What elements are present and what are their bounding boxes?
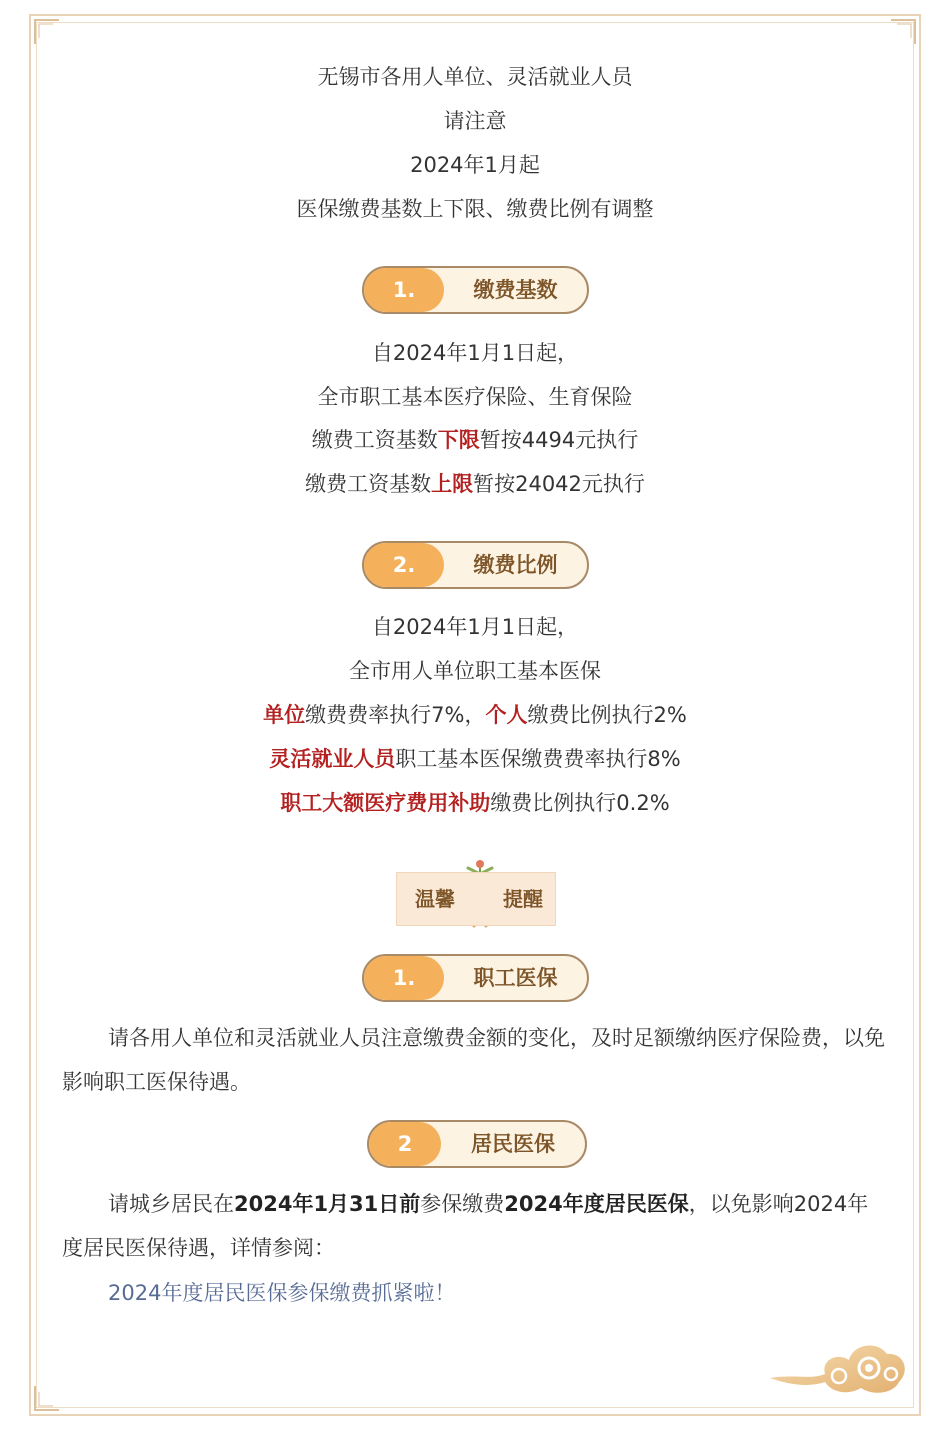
ratio-line: 全市用人单位职工基本医保 <box>349 659 601 683</box>
text-span: 暂按4494元执行 <box>479 428 639 452</box>
highlight-unit: 单位 <box>263 703 306 727</box>
text-span: 缴费工资基数 <box>311 428 438 452</box>
ratio-flexible-line <box>62 744 888 774</box>
highlight-flexible: 灵活就业人员 <box>269 747 396 771</box>
intro-line: 2024年1月起 <box>410 153 540 177</box>
base-lower-limit-line <box>62 425 888 455</box>
text-span: ，以免影响2024年度居民医保待遇，详情参阅： <box>62 1192 869 1260</box>
tips-label-left: 温馨 <box>415 887 455 911</box>
intro-line: 医保缴费基数上下限、缴费比例有调整 <box>296 197 654 221</box>
corner-ornament-icon <box>889 18 917 46</box>
section-header-base <box>362 266 589 314</box>
text-span: 请城乡居民在 <box>108 1192 234 1216</box>
highlight-personal: 个人 <box>485 703 528 727</box>
ratio-line: 自2024年1月1日起， <box>371 615 579 639</box>
base-line: 自2024年1月1日起， <box>371 341 579 365</box>
section-number: 1. <box>364 268 444 312</box>
text-span: 参保缴费 <box>420 1192 505 1216</box>
section-number: 1. <box>364 956 444 1000</box>
section-title: 缴费比例 <box>473 553 558 577</box>
text-span: 职工基本医保缴费费率执行8% <box>395 747 681 771</box>
auspicious-cloud-icon <box>765 1330 910 1400</box>
section-title: 居民医保 <box>471 1132 555 1156</box>
corner-ornament-icon <box>33 1384 61 1412</box>
text-span: 缴费比例执行0.2% <box>490 791 670 815</box>
ratio-unit-personal-line <box>62 700 888 730</box>
base-line: 全市职工基本医疗保险、生育保险 <box>317 385 633 409</box>
section-header-resident <box>367 1120 587 1168</box>
base-upper-limit-line <box>62 469 888 499</box>
corner-ornament-icon <box>33 18 61 46</box>
section-header-employee <box>362 954 589 1002</box>
highlight-lower-limit: 下限 <box>437 428 480 452</box>
resident-insurance-link[interactable]: 2024年度居民医保参保缴费抓紧啦！ <box>108 1281 456 1305</box>
section-number: 2. <box>364 543 444 587</box>
highlight-upper-limit: 上限 <box>431 472 474 496</box>
resident-tip-text <box>62 1182 888 1270</box>
text-span: 缴费费率执行7%， <box>305 703 486 727</box>
tips-badge <box>396 872 556 926</box>
text-span: 暂按24042元执行 <box>473 472 645 496</box>
employee-tip-text: 请各用人单位和灵活就业人员注意缴费金额的变化，及时足额缴纳医疗保险费，以免影响职工医保待遇。 <box>62 1026 885 1094</box>
resident-insurance-bold: 2024年度居民医保 <box>504 1192 689 1216</box>
deadline-bold: 2024年1月31日前 <box>234 1192 421 1216</box>
tips-label-right: 提醒 <box>503 887 543 911</box>
intro-line: 无锡市各用人单位、灵活就业人员 <box>317 65 633 89</box>
text-span: 缴费工资基数 <box>305 472 432 496</box>
ratio-major-medical-line <box>62 788 888 818</box>
section-header-ratio <box>362 541 589 589</box>
section-title: 职工医保 <box>473 966 558 990</box>
section-title: 缴费基数 <box>473 278 558 302</box>
intro-line: 请注意 <box>443 109 507 133</box>
highlight-major-medical: 职工大额医疗费用补助 <box>280 791 491 815</box>
section-number: 2 <box>369 1122 441 1166</box>
text-span: 缴费比例执行2% <box>527 703 687 727</box>
